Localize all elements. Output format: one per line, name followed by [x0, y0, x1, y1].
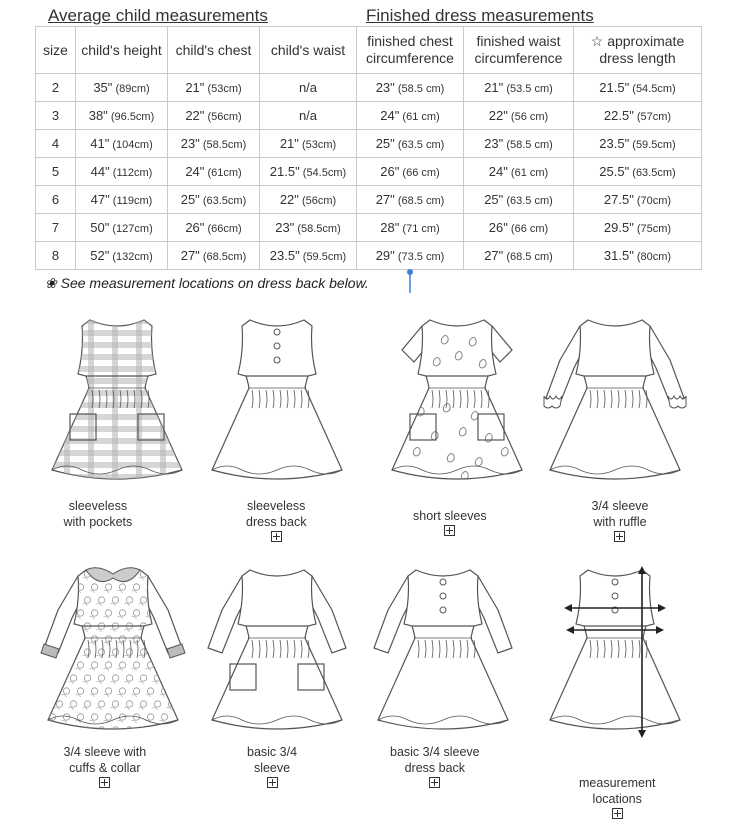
short-sleeves-dress [372, 310, 542, 500]
cell-metric: (70cm) [633, 195, 672, 207]
header-cell: size [36, 27, 76, 74]
basic-three-quarter-sleeve-dress [192, 560, 362, 750]
cell-metric: (104cm) [109, 139, 153, 151]
short-sleeves-caption [413, 508, 487, 536]
cell-value: 23" [375, 80, 395, 95]
table-cell [168, 186, 260, 214]
table-cell [36, 130, 76, 158]
cell-value: 22" [488, 108, 508, 123]
cell-metric: (63.5 cm) [394, 139, 445, 151]
table-cell [76, 186, 168, 214]
cell-value: 23" [180, 136, 200, 151]
cell-metric: (66 cm) [507, 223, 549, 235]
table-cell [464, 158, 574, 186]
caption-line: dress back [246, 515, 307, 529]
cell-metric: (68.5cm) [199, 251, 247, 263]
table-cell [36, 102, 76, 130]
table-cell [574, 158, 702, 186]
measurements-table [35, 26, 702, 270]
table-cell [357, 102, 464, 130]
cell-value: n/a [298, 80, 318, 95]
table-cell [574, 186, 702, 214]
cell-value: 22" [185, 108, 205, 123]
header-cell: finished chest circumference [357, 27, 464, 74]
cell-metric: (71 cm) [399, 223, 440, 235]
cell-value: 25" [484, 192, 504, 207]
table-cell [357, 158, 464, 186]
sleeveless-with-pockets-dress [32, 310, 202, 500]
table-cell [357, 186, 464, 214]
table-row [36, 242, 702, 270]
table-cell [36, 74, 76, 102]
caption-line: with ruffle [593, 515, 647, 529]
average-measurements-heading: Average child measurements [48, 6, 268, 25]
table-cell [76, 158, 168, 186]
cell-value: 35" [93, 80, 113, 95]
cell-metric: (112cm) [109, 167, 153, 179]
table-cell [260, 242, 357, 270]
table-cell [464, 74, 574, 102]
cell-metric: (68.5 cm) [394, 195, 445, 207]
three-quarter-sleeve-with-ruffle-dress [530, 310, 700, 500]
cell-metric: (54.5cm) [299, 167, 347, 179]
three-quarter-sleeve-with-ruffle-caption [592, 498, 649, 542]
table-cell [464, 130, 574, 158]
table-cell [357, 74, 464, 102]
sleeveless-with-pockets-caption [64, 498, 133, 530]
three-quarter-sleeve-cuffs-collar-dress [28, 560, 198, 750]
cell-metric: (68.5 cm) [503, 251, 553, 263]
cell-metric: (66 cm) [399, 167, 440, 179]
cell-value: 38" [88, 108, 108, 123]
table-cell [464, 186, 574, 214]
cell-metric: (127cm) [109, 223, 153, 235]
table-cell [36, 214, 76, 242]
table-cell [168, 102, 260, 130]
measurement-locations-caption [579, 775, 655, 819]
caption-line: short sleeves [413, 509, 487, 523]
cell-value: 27" [375, 192, 395, 207]
cell-value: 24" [488, 164, 508, 179]
cell-value: 50" [90, 220, 110, 235]
cell-metric: (132cm) [109, 251, 153, 263]
caption-line: dress back [404, 761, 466, 775]
cell-metric: (73.5 cm) [394, 251, 445, 263]
cell-value: 44" [90, 164, 110, 179]
table-row [36, 130, 702, 158]
cell-metric: (57cm) [633, 111, 672, 123]
cell-value: 26" [185, 220, 205, 235]
expand-plus-icon[interactable] [99, 777, 110, 788]
table-cell [260, 158, 357, 186]
table-cell [168, 130, 260, 158]
cell-value: 22" [279, 192, 299, 207]
header-cell: finished waist circumference [464, 27, 574, 74]
cell-metric: (58.5cm) [199, 139, 247, 151]
cell-value: 23" [275, 220, 295, 235]
table-cell [574, 242, 702, 270]
table-cell [357, 242, 464, 270]
cell-metric: (58.5 cm) [394, 83, 445, 95]
cell-value: 21.5" [599, 80, 630, 95]
basic-three-quarter-sleeve-dress-back-caption [390, 744, 480, 788]
cell-value: 4 [51, 136, 60, 151]
table-cell [76, 214, 168, 242]
table-cell [168, 214, 260, 242]
table-cell [168, 242, 260, 270]
sleeveless-dress-back-dress [192, 310, 362, 500]
caption-line: basic 3/4 sleeve [390, 745, 480, 759]
caption-line: cuffs & collar [69, 761, 141, 775]
caption-line: basic 3/4 [247, 745, 298, 759]
caption-line: 3/4 sleeve [591, 499, 649, 513]
expand-plus-icon[interactable] [271, 531, 282, 542]
table-cell [36, 242, 76, 270]
basic-three-quarter-sleeve-dress-back-dress [358, 560, 528, 750]
cell-metric: (96.5cm) [107, 111, 155, 123]
table-header-row [36, 27, 702, 74]
caption-line: sleeveless [247, 499, 306, 513]
cell-metric: (58.5 cm) [503, 139, 553, 151]
expand-plus-icon[interactable] [444, 525, 455, 536]
cell-metric: (61 cm) [507, 167, 549, 179]
table-cell [36, 158, 76, 186]
cell-metric: (54.5cm) [629, 83, 676, 95]
table-row [36, 214, 702, 242]
table-cell [76, 130, 168, 158]
cell-value: 31.5" [603, 248, 634, 263]
cell-value: 21" [484, 80, 504, 95]
cell-metric: (119cm) [109, 195, 153, 207]
cell-value: 26" [380, 164, 400, 179]
cell-value: 28" [380, 220, 400, 235]
caption-line: 3/4 sleeve with [63, 745, 147, 759]
cell-metric: (63.5 cm) [503, 195, 553, 207]
cell-metric: (61cm) [204, 167, 242, 179]
cell-value: 7 [51, 220, 60, 235]
cell-value: 22.5" [603, 108, 634, 123]
cell-value: 5 [51, 164, 60, 179]
table-cell [168, 74, 260, 102]
table-row [36, 74, 702, 102]
expand-plus-icon[interactable] [267, 777, 278, 788]
cell-value: 23" [484, 136, 504, 151]
caption-line: locations [592, 792, 642, 806]
sleeveless-dress-back-caption [246, 498, 306, 542]
cell-value: 6 [51, 192, 60, 207]
cell-metric: (56cm) [298, 195, 337, 207]
cell-metric: (59.5cm) [299, 251, 347, 263]
cell-metric: (89cm) [112, 83, 150, 95]
table-cell [260, 186, 357, 214]
table-cell [464, 102, 574, 130]
cell-value: 21" [185, 80, 205, 95]
cell-metric: (61 cm) [399, 111, 440, 123]
cell-value: 24" [185, 164, 205, 179]
cell-value: 3 [51, 108, 60, 123]
header-cell: child's height [76, 27, 168, 74]
table-cell [76, 74, 168, 102]
table-cell [260, 74, 357, 102]
table-cell [357, 130, 464, 158]
cell-value: 47" [90, 192, 110, 207]
table-cell [574, 74, 702, 102]
caption-line: with pockets [63, 515, 133, 529]
basic-three-quarter-sleeve-caption [247, 744, 297, 788]
cell-value: 25.5" [599, 164, 630, 179]
cell-value: 25" [180, 192, 200, 207]
cell-metric: (53.5 cm) [503, 83, 553, 95]
table-row [36, 102, 702, 130]
cell-value: 24" [380, 108, 400, 123]
cell-metric: (58.5cm) [294, 223, 341, 235]
caption-line: measurement [579, 776, 656, 790]
table-cell [260, 214, 357, 242]
cell-metric: (53cm) [298, 139, 337, 151]
table-cell [260, 102, 357, 130]
table-cell [464, 242, 574, 270]
header-cell: child's waist [260, 27, 357, 74]
expand-plus-icon[interactable] [614, 531, 625, 542]
header-cell: ☆ approximate dress length [574, 27, 702, 74]
cell-value: 21" [279, 136, 299, 151]
cell-value: 23.5" [269, 248, 300, 263]
cell-metric: (56 cm) [507, 111, 549, 123]
cell-metric: (59.5cm) [629, 139, 676, 151]
three-quarter-sleeve-cuffs-collar-caption [64, 744, 147, 788]
cell-value: 23.5" [599, 136, 630, 151]
cell-metric: (80cm) [633, 251, 672, 263]
cell-value: 27" [484, 248, 504, 263]
cell-metric: (53cm) [204, 83, 242, 95]
caption-line: sleeve [253, 761, 291, 775]
cell-value: 2 [51, 80, 60, 95]
table-cell [574, 102, 702, 130]
cell-value: 27" [180, 248, 200, 263]
finished-measurements-heading: Finished dress measurements [366, 6, 594, 25]
measurement-locations-dress [530, 560, 700, 750]
cell-value: 41" [90, 136, 110, 151]
cell-metric: (63.5cm) [199, 195, 247, 207]
cell-metric: (63.5cm) [629, 167, 676, 179]
header-cell: child's chest [168, 27, 260, 74]
table-cell [574, 130, 702, 158]
cell-value: 29" [375, 248, 395, 263]
table-row [36, 186, 702, 214]
cell-value: 27.5" [603, 192, 634, 207]
table-cell [76, 102, 168, 130]
cell-value: n/a [298, 108, 318, 123]
table-cell [168, 158, 260, 186]
cell-metric: (56cm) [204, 111, 242, 123]
cell-metric: (75cm) [633, 223, 672, 235]
cell-value: 52" [90, 248, 110, 263]
measurement-note: ❀ See measurement locations on dress back below. [45, 275, 369, 291]
table-cell [357, 214, 464, 242]
cell-metric: (66cm) [204, 223, 242, 235]
table-row [36, 158, 702, 186]
table-cell [464, 214, 574, 242]
table-cell [76, 242, 168, 270]
caption-line: sleeveless [68, 499, 128, 513]
cell-value: 25" [375, 136, 395, 151]
cell-value: 29.5" [603, 220, 634, 235]
cell-value: 26" [488, 220, 508, 235]
cell-value: 21.5" [269, 164, 300, 179]
pin-icon [404, 268, 416, 294]
table-cell [574, 214, 702, 242]
expand-plus-icon[interactable] [429, 777, 440, 788]
cell-value: 8 [51, 248, 60, 263]
table-cell [36, 186, 76, 214]
table-cell [260, 130, 357, 158]
